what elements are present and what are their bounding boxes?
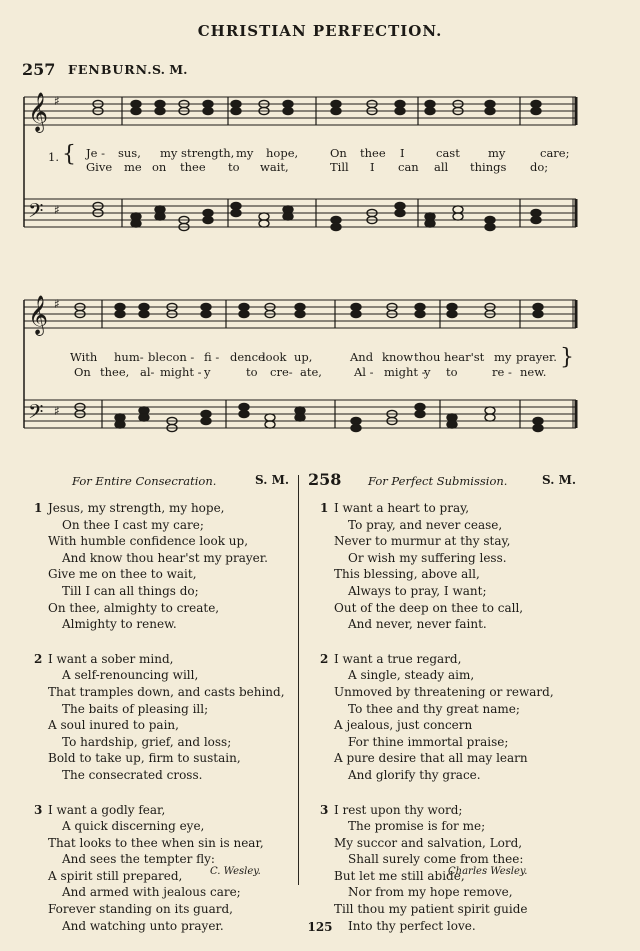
lyric-syllable: dence — [230, 350, 265, 364]
note-head — [231, 107, 241, 114]
note-head — [239, 410, 249, 417]
stanza-number: 2 — [320, 651, 329, 666]
note-head — [331, 216, 341, 223]
note-head — [531, 216, 541, 223]
note-head — [265, 421, 275, 428]
lyric-syllable: Till — [330, 160, 349, 174]
note-head — [351, 303, 361, 310]
stanza-line: A pure desire that all may learn — [334, 751, 528, 766]
note-head — [239, 310, 249, 317]
note-head — [139, 303, 149, 310]
lyric-syllable: ble — [148, 350, 166, 364]
note-head — [131, 100, 141, 107]
note-head — [155, 107, 165, 114]
hymn-1-title: For Entire Consecration. — [72, 474, 217, 488]
lyric-syllable: can — [398, 160, 419, 174]
lyric-syllable: might - — [160, 365, 202, 379]
note-head — [415, 310, 425, 317]
note-head — [415, 410, 425, 417]
lyric-syllable: thee — [360, 146, 386, 160]
stanza-line: Bold to take up, firm to sustain, — [48, 751, 241, 766]
stanza-line: The consecrated cross. — [62, 767, 203, 782]
note-head — [201, 303, 211, 310]
note-head — [485, 407, 495, 414]
stanza-line: To thee and thy great name; — [348, 701, 520, 716]
stanza-line: A single, steady aim, — [348, 668, 475, 683]
stanza — [34, 651, 293, 784]
note-head — [485, 223, 495, 230]
note-head — [395, 100, 405, 107]
note-head — [231, 209, 241, 216]
stanza-line: Never to murmur at thy stay, — [334, 534, 511, 549]
note-head — [533, 424, 543, 431]
note-head — [155, 100, 165, 107]
lyric-syllable: cre- — [270, 365, 293, 379]
stanza-line: Always to pray, I want; — [348, 583, 487, 598]
note-head — [131, 220, 141, 227]
lyric-syllable: cast — [436, 146, 460, 160]
brace-right-icon: } — [560, 345, 574, 370]
note-head — [115, 421, 125, 428]
note-head — [231, 202, 241, 209]
page-number: 125 — [307, 920, 333, 934]
stanza — [320, 651, 624, 784]
stanza-line: A self-renouncing will, — [62, 668, 199, 683]
note-head — [265, 414, 275, 421]
note-head — [295, 407, 305, 414]
stanza-line: Into thy perfect love. — [348, 918, 476, 933]
stanza-line: Almighty to renew. — [62, 617, 177, 632]
note-head — [203, 100, 213, 107]
lyric-syllable: look — [262, 350, 287, 364]
stanza-line: I rest upon thy word; — [334, 802, 463, 817]
note-head — [295, 310, 305, 317]
tune-name: FENBURN. — [68, 62, 153, 77]
note-head — [425, 100, 435, 107]
note-head — [447, 421, 457, 428]
note-head — [351, 424, 361, 431]
note-head — [415, 403, 425, 410]
hymn-2-author: Charles Wesley. — [448, 866, 528, 877]
stanza-line: A spirit still prepared, — [48, 868, 183, 883]
lyric-syllable: Give — [86, 160, 113, 174]
lyric-syllable: things — [470, 160, 507, 174]
sharp-icon: ♯ — [54, 94, 60, 108]
stanza-line: And watching unto prayer. — [62, 918, 224, 933]
note-head — [453, 206, 463, 213]
stanza-line: On thee I cast my care; — [62, 517, 204, 532]
note-head — [203, 107, 213, 114]
brace-left-icon: { — [62, 142, 76, 167]
lyric-syllable: On — [74, 365, 91, 379]
verse-number: 1. — [48, 150, 59, 164]
stanza-line: I want a godly fear, — [48, 802, 166, 817]
note-head — [447, 414, 457, 421]
lyric-syllable: sus, — [118, 146, 141, 160]
stanza-line: That looks to thee when sin is near, — [48, 835, 264, 850]
lyric-syllable: thou — [414, 350, 441, 364]
lyric-syllable: up, — [294, 350, 313, 364]
note-head — [201, 417, 211, 424]
lyric-syllable: new. — [520, 365, 547, 379]
lyric-syllable: Je - — [86, 146, 105, 160]
stanza-line: This blessing, above all, — [334, 567, 480, 582]
stanza-number: 2 — [34, 651, 43, 666]
note-head — [425, 220, 435, 227]
note-head — [447, 303, 457, 310]
note-head — [425, 213, 435, 220]
stanza-line: And glorify thy grace. — [348, 767, 481, 782]
note-head — [283, 206, 293, 213]
note-head — [155, 206, 165, 213]
note-head — [131, 107, 141, 114]
note-head — [115, 414, 125, 421]
lyric-syllable: hear'st — [444, 350, 485, 364]
lyric-syllable: hum- — [114, 350, 144, 364]
note-head — [533, 417, 543, 424]
stanza-line: Or wish my suffering less. — [348, 550, 507, 565]
lyric-syllable: thee, — [100, 365, 130, 379]
lyric-syllable: re - — [492, 365, 512, 379]
lyric-syllable: I — [400, 146, 405, 160]
note-head — [395, 209, 405, 216]
stanza-line: And sees the tempter fly: — [62, 852, 215, 867]
note-head — [131, 213, 141, 220]
note-head — [139, 407, 149, 414]
lyric-syllable: on — [152, 160, 167, 174]
note-head — [203, 216, 213, 223]
lyric-syllable: know — [382, 350, 414, 364]
hymn-2-meter: S. M. — [542, 473, 577, 487]
lyric-syllable: my strength, — [160, 146, 235, 160]
stanza-line: To hardship, grief, and loss; — [62, 734, 232, 749]
lyric-syllable: With — [70, 350, 98, 364]
note-head — [295, 303, 305, 310]
lyric-syllable: care; — [540, 146, 570, 160]
note-head — [351, 310, 361, 317]
stanza-line: And know thou hear'st my prayer. — [62, 550, 268, 565]
stanza-number: 3 — [320, 802, 329, 817]
stanza-number: 1 — [320, 501, 329, 515]
note-head — [259, 220, 269, 227]
stanza-line: Jesus, my strength, my hope, — [48, 501, 225, 515]
lyric-syllable: ate, — [300, 365, 322, 379]
note-head — [531, 107, 541, 114]
lyric-syllable: prayer. — [516, 350, 557, 364]
tune-meter: S. M. — [152, 62, 188, 77]
note-head — [331, 107, 341, 114]
stanza-line: And never, never faint. — [348, 617, 487, 632]
note-head — [283, 213, 293, 220]
stanza-line: Unmoved by threatening or reward, — [334, 684, 554, 699]
lyric-syllable: all — [434, 160, 449, 174]
note-head — [155, 213, 165, 220]
bass-clef-icon: 𝄢 — [28, 199, 44, 227]
lyric-syllable: I — [370, 160, 375, 174]
lyric-syllable: And — [350, 350, 374, 364]
note-head — [485, 107, 495, 114]
lyric-syllable: to — [246, 365, 258, 379]
note-head — [485, 414, 495, 421]
note-head — [295, 414, 305, 421]
note-head — [115, 310, 125, 317]
treble-clef-icon: 𝄞 — [28, 92, 49, 132]
lyric-syllable: thee — [180, 160, 206, 174]
tune-number: 257 — [22, 60, 56, 79]
note-head — [395, 202, 405, 209]
note-head — [395, 107, 405, 114]
treble-clef-icon: 𝄞 — [28, 295, 49, 335]
lyric-syllable: On — [330, 146, 347, 160]
note-head — [231, 100, 241, 107]
note-head — [259, 213, 269, 220]
note-head — [201, 410, 211, 417]
stanza-line: On thee, almighty to create, — [48, 600, 220, 615]
stanza-line: I want a true regard, — [334, 651, 462, 666]
note-head — [201, 310, 211, 317]
note-head — [533, 303, 543, 310]
note-head — [115, 303, 125, 310]
stanza-line: I want a heart to pray, — [334, 501, 470, 515]
column-divider — [298, 475, 299, 885]
note-head — [533, 310, 543, 317]
note-head — [351, 417, 361, 424]
note-head — [453, 213, 463, 220]
lyric-syllable: hope, — [266, 146, 299, 160]
stanza-line: And armed with jealous care; — [62, 885, 241, 900]
stanza-line: Out of the deep on thee to call, — [334, 600, 524, 615]
hymn-2-title: For Perfect Submission. — [368, 474, 508, 488]
lyric-syllable: to — [228, 160, 240, 174]
stanza-line: Nor from my hope remove, — [348, 885, 513, 900]
stanza-line: To pray, and never cease, — [348, 517, 503, 532]
lyric-syllable: my — [488, 146, 506, 160]
stanza-line: A quick discerning eye, — [62, 819, 205, 834]
note-head — [139, 310, 149, 317]
lyric-syllable: wait, — [260, 160, 289, 174]
stanza-line: The baits of pleasing ill; — [62, 701, 209, 716]
hymn-1-meter: S. M. — [255, 473, 290, 487]
note-head — [531, 100, 541, 107]
note-head — [485, 100, 495, 107]
stanza-number: 1 — [34, 501, 43, 515]
sharp-icon: ♯ — [54, 297, 60, 311]
note-head — [203, 209, 213, 216]
note-head — [331, 100, 341, 107]
lyric-syllable: al- — [140, 365, 155, 379]
stanza-line: Till thou my patient spirit guide — [334, 902, 528, 917]
lyric-syllable: me — [124, 160, 142, 174]
note-head — [331, 223, 341, 230]
lyric-syllable: do; — [530, 160, 549, 174]
stanza-line: For thine immortal praise; — [348, 734, 509, 749]
hymn-2-number: 258 — [308, 470, 342, 489]
stanza-line: Give me on thee to wait, — [48, 567, 197, 582]
stanza — [34, 500, 293, 633]
note-head — [283, 107, 293, 114]
lyric-syllable: Al - — [354, 365, 374, 379]
lyric-syllable: might - — [384, 365, 426, 379]
sharp-icon: ♯ — [54, 404, 60, 418]
stanza-line: Till I can all things do; — [62, 583, 199, 598]
note-head — [239, 403, 249, 410]
stanza-line: My succor and salvation, Lord, — [334, 835, 523, 850]
stanza-number: 3 — [34, 802, 43, 817]
stanza-line: I want a sober mind, — [48, 651, 174, 666]
note-head — [447, 310, 457, 317]
note-head — [531, 209, 541, 216]
lyric-syllable: to — [446, 365, 458, 379]
bass-clef-icon: 𝄢 — [28, 400, 44, 428]
stanza-line: That tramples down, and casts behind, — [48, 684, 285, 699]
sharp-icon: ♯ — [54, 203, 60, 217]
lyric-syllable: y — [424, 365, 431, 379]
note-head — [283, 100, 293, 107]
page-header: CHRISTIAN PERFECTION. — [197, 22, 443, 40]
stanza-line: Shall surely come from thee: — [348, 852, 524, 867]
hymn-1-author: C. Wesley. — [210, 866, 261, 877]
note-head — [239, 303, 249, 310]
stanza-line: But let me still abide, — [334, 868, 465, 883]
stanza-line: A jealous, just concern — [334, 718, 473, 733]
stanza-line: With humble confidence look up, — [48, 534, 249, 549]
note-head — [485, 216, 495, 223]
lyric-syllable: my — [494, 350, 512, 364]
lyric-syllable: my — [236, 146, 254, 160]
note-head — [425, 107, 435, 114]
lyric-syllable: y — [204, 365, 211, 379]
lyric-syllable: fi - — [204, 350, 220, 364]
note-head — [415, 303, 425, 310]
stanza-line: The promise is for me; — [348, 819, 486, 834]
lyric-syllable: con - — [166, 350, 195, 364]
note-head — [139, 414, 149, 421]
stanza-line: A soul inured to pain, — [48, 718, 179, 733]
stanza — [320, 500, 624, 633]
stanza-line: Forever standing on its guard, — [48, 902, 233, 917]
